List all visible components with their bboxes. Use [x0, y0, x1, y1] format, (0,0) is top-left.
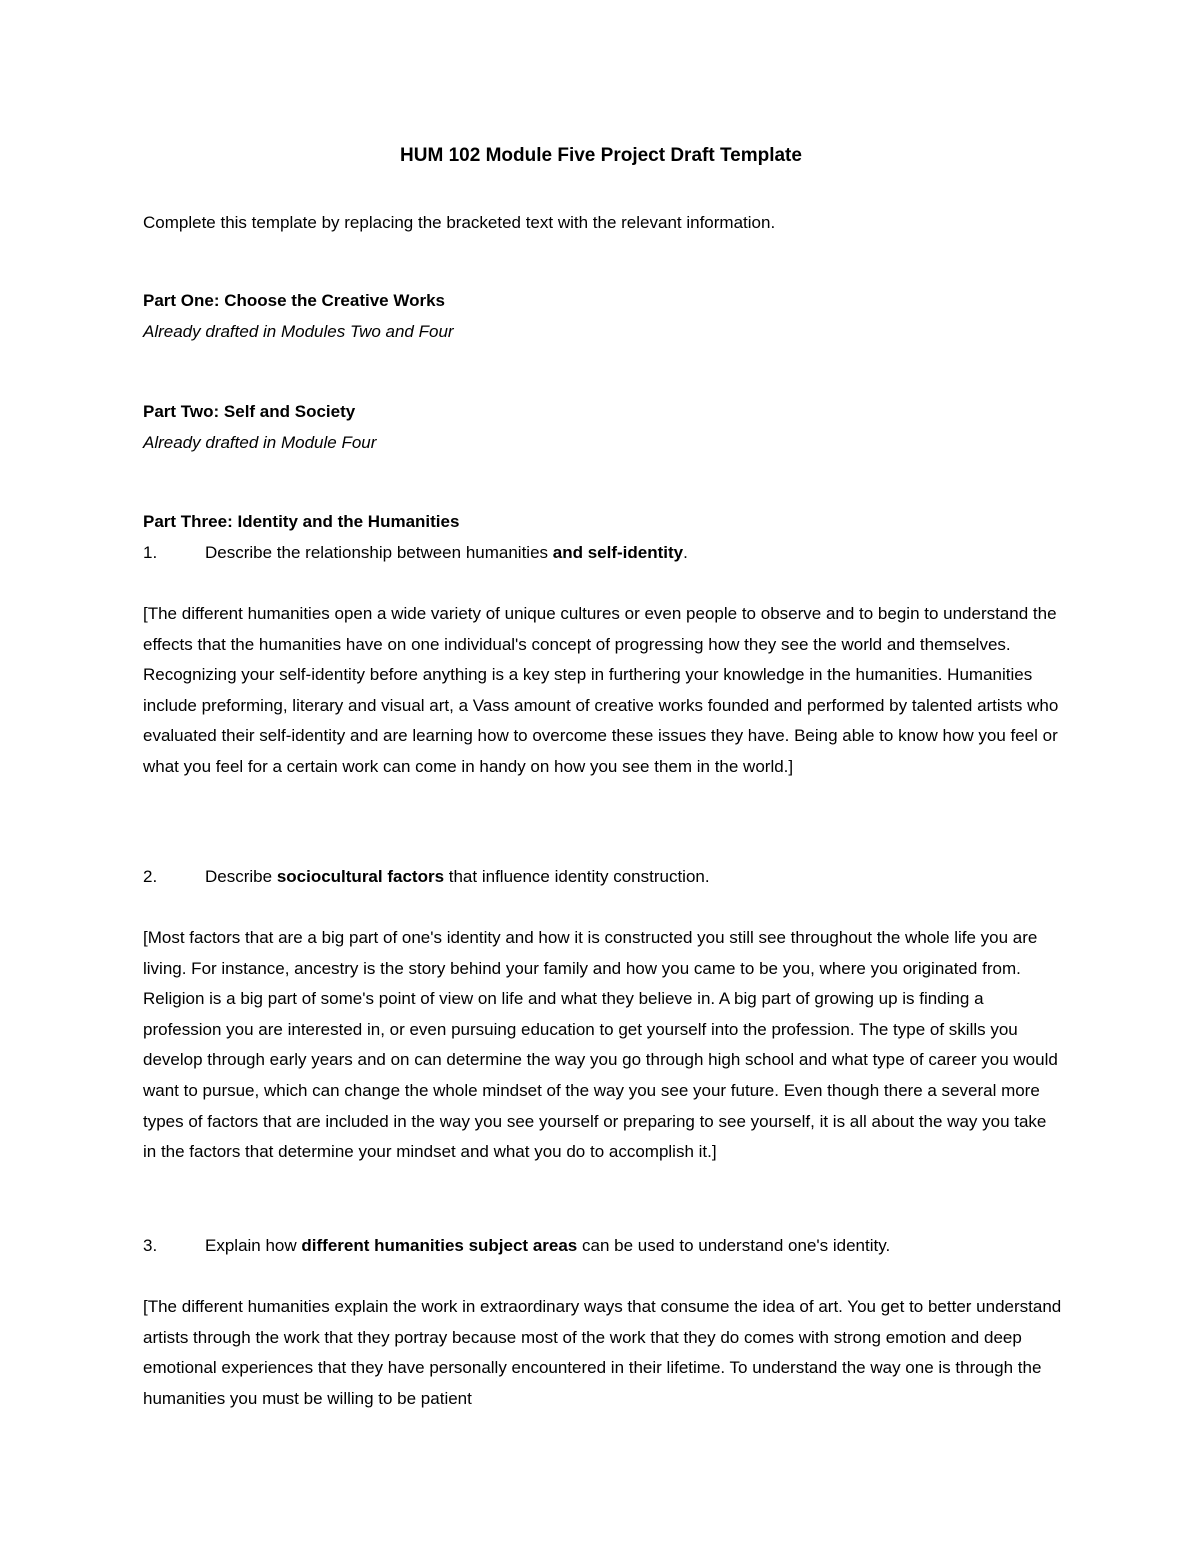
question-3-prompt [205, 1232, 890, 1260]
question-3-answer: [The different humanities explain the work in extraordinary ways that consume the idea of art. You get to better understand artists through the work that they portray because most of the work that they do comes with strong emotion and deep emotional experiences that they have personally encountered in their lifetime. To understand the way one is through the humanities you must be willing to be patient [143, 1297, 1062, 1408]
question-1-prefix: Describe the relationship between humanities [205, 543, 553, 562]
question-2-suffix: that influence identity construction. [444, 867, 710, 886]
part-one-note: Already drafted in Modules Two and Four [143, 322, 454, 341]
question-1-number: 1. [143, 543, 158, 562]
question-2-prompt [205, 863, 710, 891]
question-2-bold: sociocultural factors [276, 867, 445, 886]
question-3-number: 3. [143, 1236, 158, 1255]
question-3-bold: different humanities subject areas [301, 1236, 578, 1255]
question-1-suffix: . [683, 543, 688, 562]
part-three-heading: Part Three: Identity and the Humanities [143, 512, 460, 531]
part-one-heading: Part One: Choose the Creative Works [143, 291, 445, 310]
question-3-suffix: can be used to understand one's identity. [577, 1236, 891, 1255]
part-two-note: Already drafted in Module Four [143, 433, 377, 452]
question-2-number: 2. [143, 867, 158, 886]
part-two-heading: Part Two: Self and Society [143, 402, 356, 421]
question-3-prefix: Explain how [205, 1236, 302, 1255]
question-2-answer: [Most factors that are a big part of one's identity and how it is constructed you still see throughout the whole life you are living. For instance, ancestry is the story behind your family and how you came to be you, where you originated from. Religion is a big part of some's point of view on life and what they believe in. A big part of growing up is finding a profession you are interested in, or even pursuing education to get yourself into the profession. The type of skills you develop through early years and on can determine the way you go through high school and what type of career you would want to pursue, which can change the whole mindset of the way you see your future. Even though there a several more types of factors that are included in the way you see yourself or preparing to see yourself, it is all about the way you take in the factors that determine your mindset and what you do to accomplish it.] [143, 928, 1058, 1162]
question-1-bold: and self-identity [552, 543, 684, 562]
instructions-text: Complete this template by replacing the bracketed text with the relevant information. [143, 213, 776, 232]
question-1-prompt [205, 539, 688, 567]
question-2-prefix: Describe [205, 867, 277, 886]
document-title: HUM 102 Module Five Project Draft Template [400, 145, 802, 166]
question-1-answer: [The different humanities open a wide variety of unique cultures or even people to observe and to begin to understand the effects that the humanities have on one individual's concept of progressing how they see the world and themselves. Recognizing your self-identity before anything is a key step in furthering your knowledge in the humanities. Humanities include preforming, literary and visual art, a Vass amount of creative works founded and performed by talented artists who evaluated their self-identity and are learning how to overcome these issues they have. Being able to know how you feel or what you feel for a certain work can come in handy on how you see them in the world.] [143, 604, 1059, 776]
